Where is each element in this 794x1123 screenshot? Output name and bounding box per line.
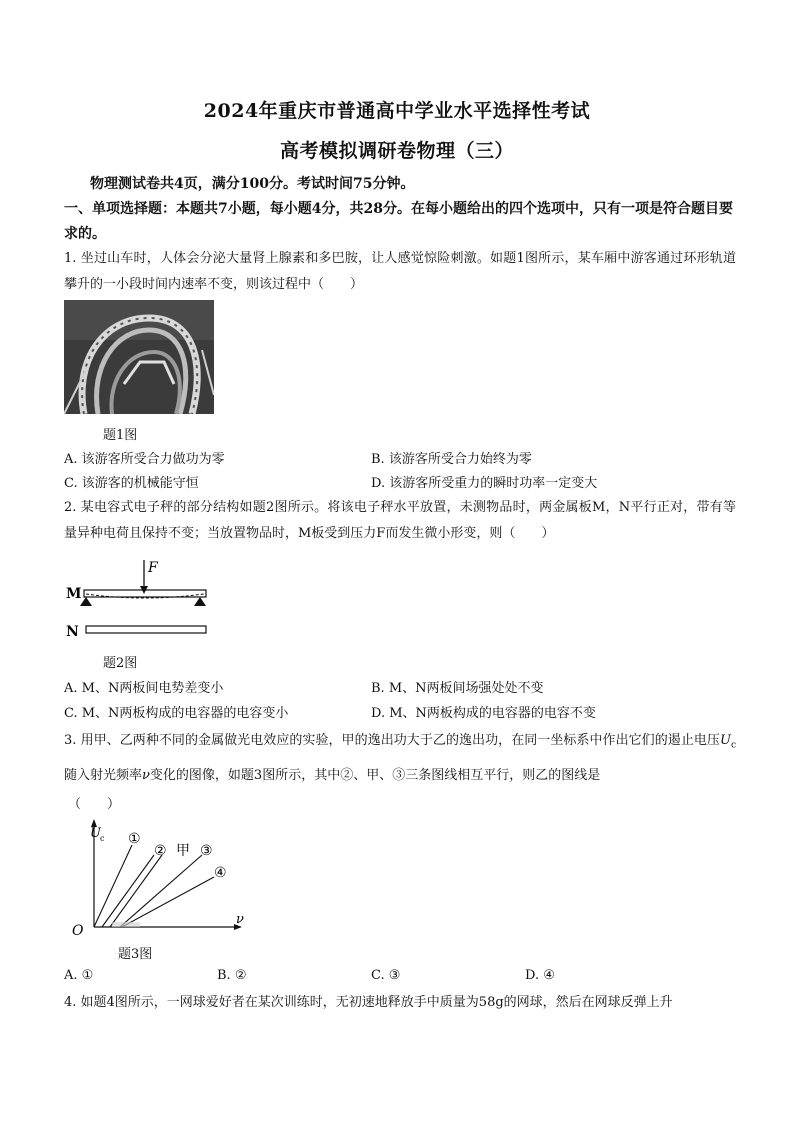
line-1-label: ① — [128, 831, 141, 847]
line-3 — [120, 855, 202, 927]
q3-stem-part-c: 变化的图像，如题3图所示，其中②、甲、③三条图线相互平行，则乙的图线是 — [149, 767, 601, 783]
exam-subtitle: 高考模拟调研卷物理（三） — [279, 140, 514, 162]
line-2 — [102, 855, 154, 927]
q1-option-b[interactable]: B. 该游客所受合力始终为零 — [371, 452, 532, 467]
q1-option-c[interactable]: C. 该游客的机械能守恒 — [64, 476, 199, 491]
question-4-stem: 4. 如题4图所示，一网球爱好者在某次训练时，无初速地释放手中质量为58g的网球，然后在网球反弹上升 — [64, 995, 673, 1010]
q1-option-d[interactable]: D. 该游客所受重力的瞬时功率一定变大 — [371, 476, 598, 491]
q2-option-b[interactable]: B. M、N两板间场强处处不变 — [371, 681, 544, 696]
line-1 — [94, 845, 132, 927]
figure-1-caption: 题1图 — [103, 428, 138, 443]
roller-coaster-image — [64, 300, 214, 414]
q2-option-a[interactable]: A. M、N两板间电势差变小 — [64, 681, 224, 696]
q1-option-a[interactable]: A. 该游客所受合力做功为零 — [64, 452, 225, 467]
exam-title: 2024年重庆市普通高中学业水平选择性考试 — [203, 100, 591, 122]
photoelectric-graph — [64, 815, 254, 940]
y-axis-label: U — [90, 826, 101, 841]
q2-option-c[interactable]: C. M、N两板构成的电容器的电容变小 — [64, 706, 289, 721]
q3-var-sub: c — [730, 740, 736, 751]
question-2-stem: 2. 某电容式电子秤的部分结构如题2图所示。将该电子秤水平放置，未测物品时，两金属板M，N平行正对，带有等量异种电荷且保持不变；当放置物品时，M板受到压力F而发生微小形变，则（ ） — [64, 500, 736, 541]
x-axis-label: ν — [236, 912, 244, 927]
force-label: F — [148, 560, 158, 576]
q3-answer-bracket: （ ） — [68, 797, 121, 812]
line-4-label: ④ — [214, 865, 227, 881]
roller-coaster-photo — [64, 300, 214, 414]
q3-option-d[interactable]: D. ④ — [525, 968, 555, 983]
origin-label: O — [72, 923, 84, 939]
plate-n-label: N — [66, 624, 79, 640]
q2-option-d[interactable]: D. M、N两板构成的电容器的电容不变 — [371, 706, 596, 721]
capacitor-scale-diagram — [64, 556, 214, 642]
q3-var-u: U — [719, 733, 731, 748]
q3-stem-part-b: 随入射光频率 — [64, 767, 143, 783]
y-axis-subscript: c — [100, 834, 105, 843]
line-3-label: ③ — [200, 843, 213, 859]
section-heading: 一、单项选择题：本题共7小题，每小题4分，共28分。在每小题给出的四个选项中，只有一项是符合题目要求的。 — [64, 201, 733, 242]
question-1-stem: 1. 坐过山车时，人体会分泌大量肾上腺素和多巴胺，让人感觉惊险刺激。如题1图所示，某车厢中游客通过环形轨道攀升的一小段时间内速率不变，则该过程中（ ） — [64, 251, 736, 292]
q3-option-a[interactable]: A. ① — [64, 968, 94, 983]
q3-option-c[interactable]: C. ③ — [371, 968, 401, 983]
q3-var-v: ν — [142, 767, 150, 783]
plate-m-label: M — [66, 586, 82, 602]
line-2-label: ② — [154, 843, 167, 859]
q3-stem-part-a: 3. 用甲、乙两种不同的金属做光电效应的实验，甲的逸出功大于乙的逸出功，在同一坐标系中作出它们的遏止电压 — [64, 733, 720, 748]
figure-2-caption: 题2图 — [103, 656, 138, 671]
line-jia — [110, 855, 162, 927]
exam-info: 物理测试卷共4页，满分100分。考试时间75分钟。 — [90, 176, 415, 192]
q3-option-b[interactable]: B. ② — [217, 968, 247, 983]
question-3-stem — [64, 726, 736, 791]
figure-3-caption: 题3图 — [118, 947, 153, 962]
line-jia-label: 甲 — [176, 843, 190, 859]
